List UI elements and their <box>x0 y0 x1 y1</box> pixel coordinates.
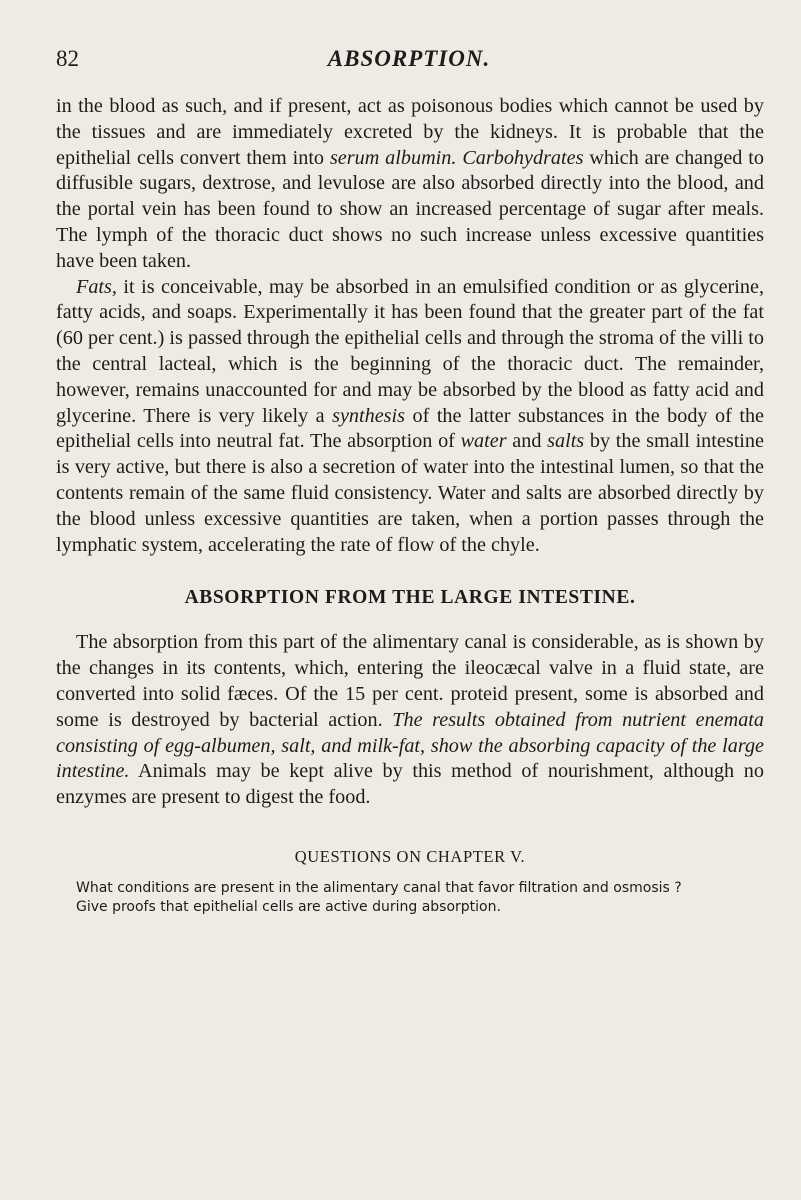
page-body <box>56 94 764 918</box>
section-heading: ABSORPTION FROM THE LARGE INTESTINE. <box>184 587 636 609</box>
paragraph-fats: Fats, it is conceivable, may be absorbed in an emulsified condition or as glycerine, fatty acids, and soaps. Experimentally it has been found that the greater part of the fat (60 per cent.) is passed through the epithelial cells and through the stroma of the villi to the central lacteal, which is the beginning of the thoracic duct. The remainder, however, remains unaccounted for and may be absorbed by the blood as fatty acid and glycerine. There is very likely a synthesis of the latter substances in the body of the epithelial cells into neutral fat. The absorption of water and salts by the small intestine is very active, but there is also a secretion of water into the intestinal lumen, so that the contents remain of the same fluid consistency. Water and salts are absorbed directly by the blood unless excessive quantities are taken, when a portion passes through the lymphatic system, accelerating the rate of flow of the chyle. <box>56 275 764 556</box>
running-head: ABSORPTION. <box>327 46 491 71</box>
question-item: What conditions are present in the alimentary canal that favor filtration and osmosis ? <box>76 879 682 896</box>
page-number: 82 <box>56 46 79 71</box>
question-item: Give proofs that epithelial cells are active during absorption. <box>76 899 501 916</box>
questions-heading: QUESTIONS ON CHAPTER V. <box>294 846 526 866</box>
paragraph-large-intestine: The absorption from this part of the alimentary canal is considerable, as is shown by the changes in its contents, which, entering the ileocæcal valve in a fluid state, are converted into solid fæces. Of the 15 per cent. proteid present, some is absorbed and some is destroyed by bacterial action. The results obtained from nutrient enemata consisting of egg-albumen, salt, and milk-fat, show the absorbing capacity of the large intestine. Animals may be kept alive by this method of nourishment, although no enzymes are present to digest the food. <box>56 631 765 809</box>
page-header <box>56 46 762 80</box>
paragraph-continuation: in the blood as such, and if present, act as poisonous bodies which cannot be used by the tissues and are immediately excreted by the kidneys. It is probable that the epithelial cells convert them into serum albumin. Carbohydrates which are changed to diffusible sugars, dextrose, and levulose are also absorbed directly into the blood, and the portal vein has been found to show an increased percentage of sugar after meals. The lymph of the thoracic duct shows no such increase unless excessive quantities have been taken. <box>56 95 764 272</box>
